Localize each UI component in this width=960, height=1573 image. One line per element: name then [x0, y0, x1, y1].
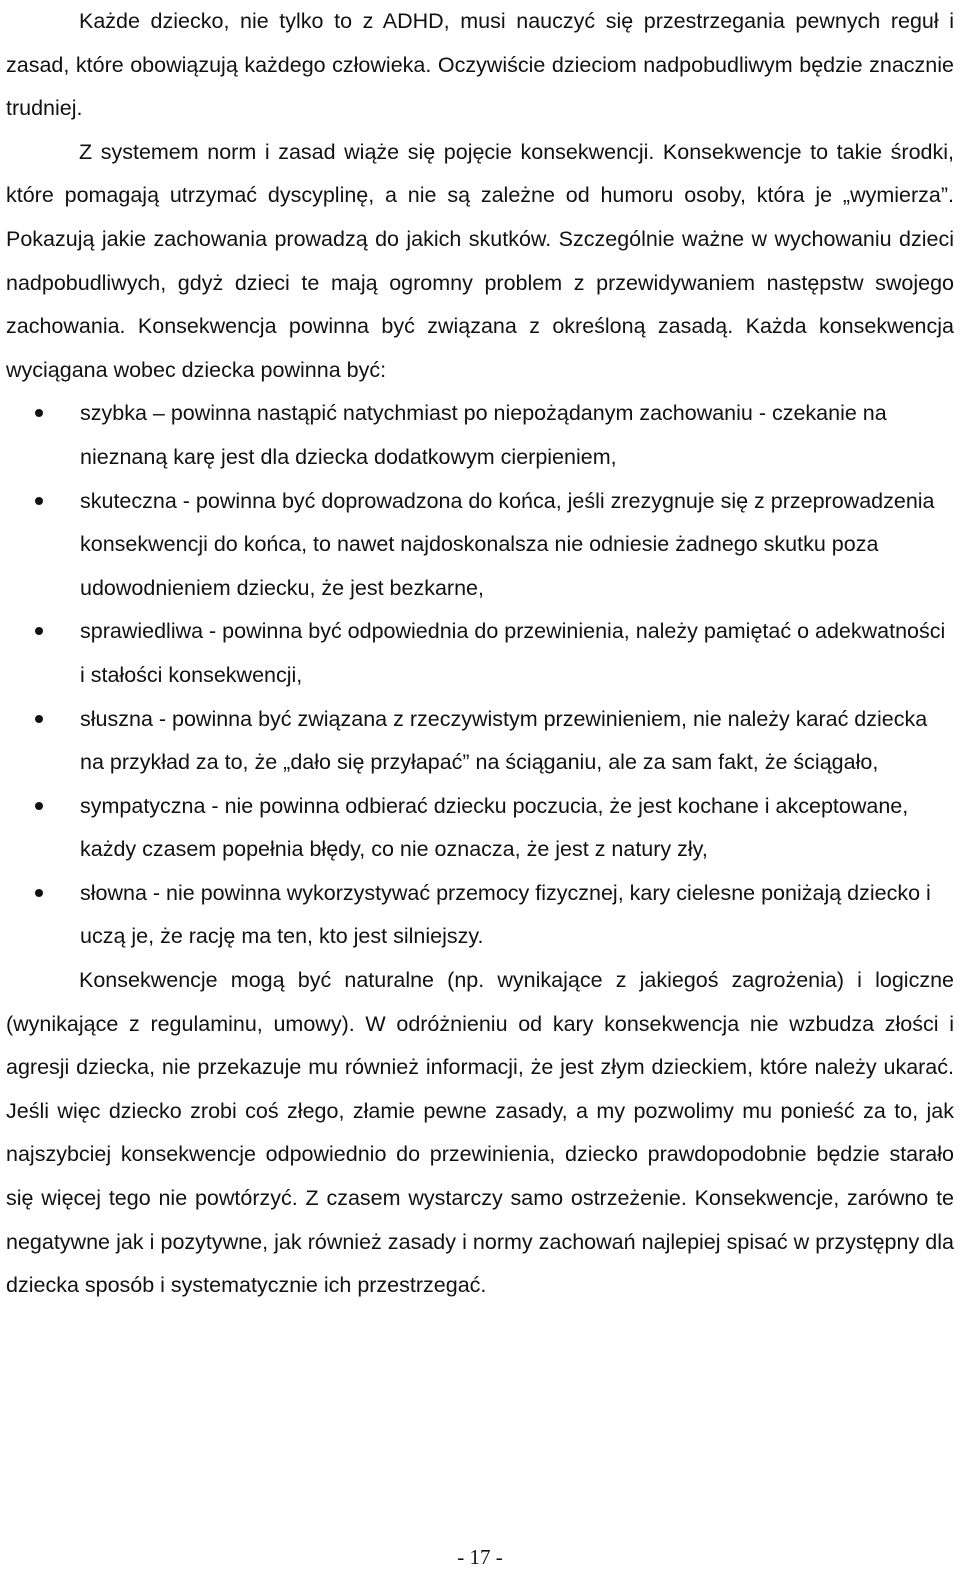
page-number: - 17 - [457, 1545, 503, 1569]
list-item-text: skuteczna - powinna być doprowadzona do końca, jeśli zrezygnuje się z przeprowadzenia konsekwencji do końca, to nawet najdoskonalsza nie odniesie żadnego skutku poza udowodnieniem dziecku, że jest bezkarne, [80, 488, 935, 600]
list-item [80, 785, 954, 872]
document-page [6, 0, 954, 1308]
list-item [80, 392, 954, 479]
paragraph-intro: Każde dziecko, nie tylko to z ADHD, musi nauczyć się przestrzegania pewnych reguł i zasad, które obowiązują każdego człowieka. Oczywiście dzieciom nadpobudliwym będzie znacznie trudniej. [6, 9, 954, 121]
bullet-icon [35, 889, 43, 897]
consequence-criteria-list [6, 392, 954, 959]
list-item-text: słowna - nie powinna wykorzystywać przemocy fizycznej, kary cielesne poniżają dziecko i uczą je, że rację ma ten, kto jest silniejszy. [80, 880, 931, 949]
bullet-icon [35, 715, 43, 723]
list-item [80, 872, 954, 959]
list-item [80, 480, 954, 611]
bullet-icon [35, 497, 43, 505]
list-item-text: sympatyczna - nie powinna odbierać dziecku poczucia, że jest kochane i akceptowane, każdy czasem popełnia błędy, co nie oznacza, że jest z natury zły, [80, 793, 909, 862]
paragraph-natural-logical: Konsekwencje mogą być naturalne (np. wynikające z jakiegoś zagrożenia) i logiczne (wynikające z regulaminu, umowy). W odróżnieniu od kary konsekwencja nie wzbudza złości i agresji dziecka, nie przekazuje mu również informacji, że jest złym dzieckiem, które należy ukarać. Jeśli więc dziecko zrobi coś złego, złamie pewne zasady, a my pozwolimy mu ponieść za to, jak najszybciej konsekwencje odpowiednio do przewinienia, dziecko prawdopodobnie będzie starało się więcej tego nie powtórzyć. Z czasem wystarczy samo ostrzeżenie. Konsekwencje, zarówno te negatywne jak i pozytywne, jak również zasady i normy zachowań najlepiej spisać w przystępny dla dziecka sposób i systematycznie ich przestrzegać. [6, 968, 954, 1298]
bullet-icon [35, 627, 43, 635]
bullet-icon [35, 409, 43, 417]
list-item-text: sprawiedliwa - powinna być odpowiednia do przewinienia, należy pamiętać o adekwatności i stałości konsekwencji, [80, 619, 946, 687]
list-item-text: szybka – powinna nastąpić natychmiast po niepożądanym zachowaniu - czekanie na nieznaną karę jest dla dziecka dodatkowym cierpieniem, [80, 401, 887, 469]
list-item [80, 698, 954, 785]
paragraph-consequences: Z systemem norm i zasad wiąże się pojęcie konsekwencji. Konsekwencje to takie środki, które pomagają utrzymać dyscyplinę, a nie są zależne od humoru osoby, która je „wymierza”. Pokazują jakie zachowania prowadzą do jakich skutków. Szczególnie ważne w wychowaniu dzieci nadpobudliwych, gdyż dzieci te mają ogromny problem z przewidywaniem następstw swojego zachowania. Konsekwencja powinna być związana z określoną zasadą. Każda konsekwencja wyciągana wobec dziecka powinna być: [6, 139, 954, 382]
list-item-text: słuszna - powinna być związana z rzeczywistym przewinieniem, nie należy karać dziecka na przykład za to, że „dało się przyłapać” na ściąganiu, ale za sam fakt, że ściągało, [80, 706, 928, 775]
list-item [80, 610, 954, 697]
bullet-icon [35, 802, 43, 810]
